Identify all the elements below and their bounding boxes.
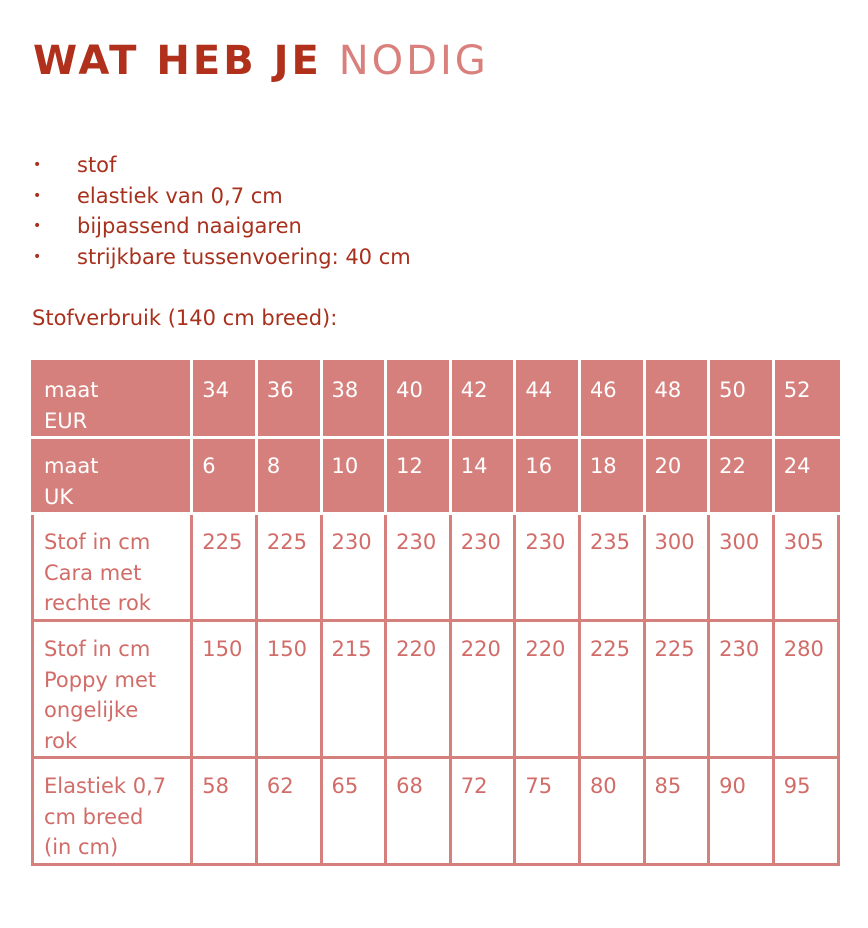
bullet-icon: • xyxy=(33,187,42,204)
list-item xyxy=(33,181,411,212)
table-cell: 58 xyxy=(192,758,257,865)
list-item xyxy=(33,211,411,242)
table-cell: 280 xyxy=(773,621,838,758)
bullet-icon: • xyxy=(33,218,42,234)
table-cell: 225 xyxy=(192,514,257,621)
table-cell: 44 xyxy=(515,362,580,438)
table-cell: 52 xyxy=(773,362,838,438)
row-label-line: (in cm) xyxy=(44,835,119,859)
table-cell: 235 xyxy=(579,514,644,621)
row-label-cell xyxy=(33,362,192,438)
list-item-text: strijkbare tussenvoering: 40 cm xyxy=(77,244,411,269)
row-label-line: maat xyxy=(44,378,99,402)
fabric-cara-row xyxy=(33,514,839,621)
table-cell: 150 xyxy=(192,621,257,758)
title-part-light: NODIG xyxy=(338,38,489,84)
size-table-body xyxy=(33,362,839,865)
table-cell: 225 xyxy=(256,514,321,621)
row-label-line: EUR xyxy=(44,408,88,433)
table-cell: 230 xyxy=(321,514,386,621)
row-label-cell xyxy=(33,514,192,621)
fabric-poppy-row xyxy=(33,621,839,758)
list-item xyxy=(33,242,411,273)
table-cell: 230 xyxy=(450,514,515,621)
row-label-line: Elastiek 0,7 xyxy=(44,774,167,798)
table-cell: 38 xyxy=(321,362,386,438)
table-cell: 24 xyxy=(773,438,838,514)
table-cell: 62 xyxy=(256,758,321,865)
row-label-cell xyxy=(33,438,192,514)
page-title xyxy=(33,36,489,86)
table-cell: 46 xyxy=(579,362,644,438)
table-cell: 230 xyxy=(515,514,580,621)
table-cell: 40 xyxy=(386,362,451,438)
row-label-line: Stof in cm xyxy=(44,637,151,661)
table-cell: 12 xyxy=(386,438,451,514)
table-cell: 150 xyxy=(256,621,321,758)
row-label-line: ongelijke xyxy=(44,698,139,722)
size-table xyxy=(31,360,840,866)
table-cell: 220 xyxy=(386,621,451,758)
table-cell: 90 xyxy=(709,758,774,865)
row-label-line: Stof in cm xyxy=(44,530,151,554)
table-cell: 220 xyxy=(450,621,515,758)
table-cell: 72 xyxy=(450,758,515,865)
table-cell: 34 xyxy=(192,362,257,438)
table-cell: 300 xyxy=(709,514,774,621)
table-cell: 10 xyxy=(321,438,386,514)
fabric-usage-heading: Stofverbruik (140 cm breed): xyxy=(32,306,338,330)
table-cell: 230 xyxy=(709,621,774,758)
row-label-line: maat xyxy=(44,454,99,478)
table-cell: 300 xyxy=(644,514,709,621)
table-cell: 65 xyxy=(321,758,386,865)
table-cell: 20 xyxy=(644,438,709,514)
table-cell: 80 xyxy=(579,758,644,865)
table-cell: 42 xyxy=(450,362,515,438)
table-cell: 36 xyxy=(256,362,321,438)
row-label-line: Poppy met xyxy=(44,667,157,692)
row-label-line: rechte rok xyxy=(44,591,151,615)
table-cell: 50 xyxy=(709,362,774,438)
list-item-text: bijpassend naaigaren xyxy=(77,214,302,238)
row-label-line: rok xyxy=(44,728,78,753)
table-cell: 75 xyxy=(515,758,580,865)
list-item-text: stof xyxy=(77,153,117,177)
table-cell: 8 xyxy=(256,438,321,514)
bullet-icon: • xyxy=(33,157,42,173)
table-cell: 22 xyxy=(709,438,774,514)
table-cell: 220 xyxy=(515,621,580,758)
row-label-line: Cara met xyxy=(44,560,142,585)
table-cell: 16 xyxy=(515,438,580,514)
table-cell: 230 xyxy=(386,514,451,621)
list-item xyxy=(33,150,411,181)
title-part-dark: WAT HEB JE xyxy=(33,38,322,84)
list-item-text: elastiek van 0,7 cm xyxy=(77,183,283,208)
table-cell: 14 xyxy=(450,438,515,514)
row-label-line: cm breed xyxy=(44,804,144,829)
materials-list xyxy=(33,150,411,272)
size-uk-row xyxy=(33,438,839,514)
row-label-line: UK xyxy=(44,484,74,509)
size-eur-row xyxy=(33,362,839,438)
table-cell: 18 xyxy=(579,438,644,514)
table-cell: 6 xyxy=(192,438,257,514)
table-cell: 85 xyxy=(644,758,709,865)
bullet-icon: • xyxy=(33,248,42,265)
table-cell: 68 xyxy=(386,758,451,865)
table-cell: 48 xyxy=(644,362,709,438)
elastic-row xyxy=(33,758,839,865)
row-label-cell xyxy=(33,621,192,758)
table-cell: 225 xyxy=(579,621,644,758)
row-label-cell xyxy=(33,758,192,865)
table-cell: 225 xyxy=(644,621,709,758)
table-cell: 305 xyxy=(773,514,838,621)
table-cell: 215 xyxy=(321,621,386,758)
table-cell: 95 xyxy=(773,758,838,865)
